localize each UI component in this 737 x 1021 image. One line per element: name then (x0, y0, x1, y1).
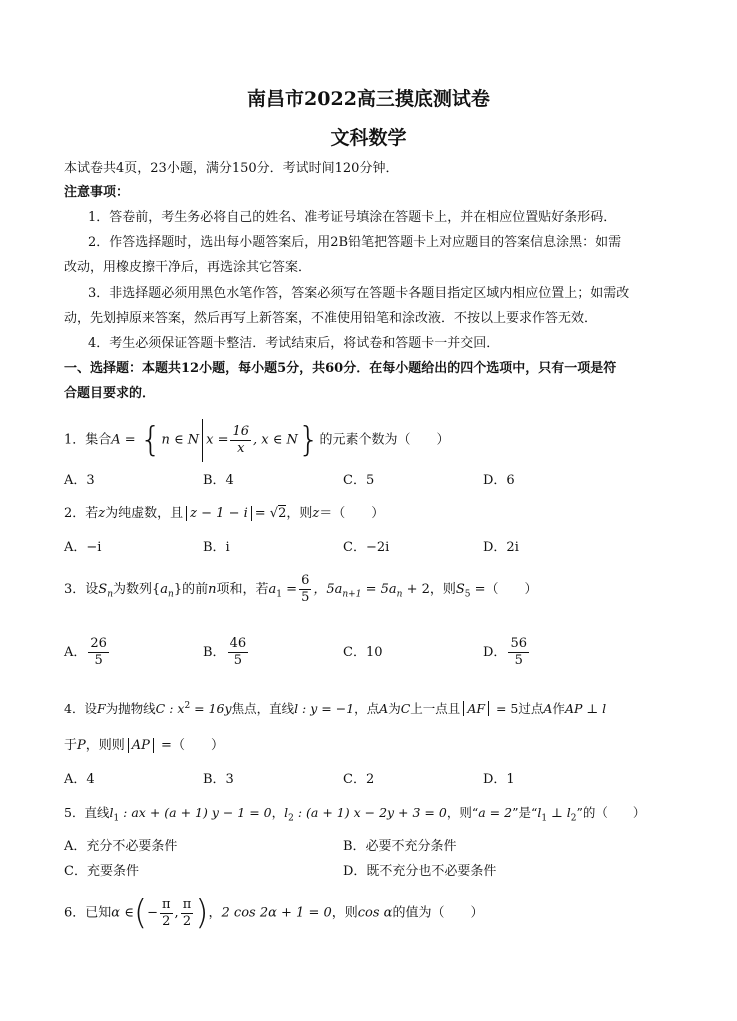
question-2: 2．若z为纯虚数，且 z − 1 − i = √2，则z＝（ ） (64, 506, 385, 521)
notice-item-4: 4．考生必须保证答题卡整洁．考试结束后，将试卷和答题卡一并交回． (88, 336, 500, 351)
q5-option-a: A．充分不必要条件 (64, 839, 178, 854)
section-heading-cont: 合题目要求的． (64, 386, 156, 401)
q4-option-d: D．1 (483, 772, 515, 787)
q1-option-b: B．4 (203, 473, 234, 488)
notice-item-2-cont: 改动，用橡皮擦干净后，再选涂其它答案． (64, 260, 312, 275)
q1-option-d: D．6 (483, 473, 515, 488)
q2-option-a: A．−i (64, 540, 102, 555)
exam-title: 南昌市2022高三摸底测试卷 (247, 88, 490, 110)
q4-option-b: B．3 (203, 772, 234, 787)
q1-option-a: A．3 (64, 473, 95, 488)
question-4-line-1: 4．设F为抛物线C : $x^2 = 16y$焦点，直线l : y = −1，点A为C上一点且 AF = 5过点A作AP ⊥ l (64, 701, 607, 717)
q2-option-c: C．−2i (343, 540, 390, 555)
question-1: 1．集合A = {n ∈ N x = $\frac{16}{x}$ , x ∈ N}的元素个数为（ ） (64, 420, 450, 460)
q2-option-b: B．i (203, 540, 230, 555)
q3-option-b: B． $\frac{46}{5}$ (203, 636, 247, 668)
q5-option-b: B．必要不充分条件 (343, 839, 457, 854)
exam-subtitle: 文科数学 (330, 127, 407, 149)
q3-option-d: D． $\frac{56}{5}$ (483, 636, 527, 668)
question-3: 3．设$S_n$为数列$\{a_n\}$的前n项和，若$a_1$ = $\frac{6}{5}$ ，$5a_{n+1} = 5a_n + 2$，则$S_5$ =（ ） (64, 573, 538, 605)
question-5: 5．直线$l_1$ : ax + (a + 1) y − 1 = 0，$l_2$ : (a + 1) x − 2y + 3 = 0，则“a = 2”是“$l_1$ ⊥ $l_2$”的（ ） (64, 805, 646, 824)
notice-heading: 注意事项： (64, 185, 130, 200)
q3-option-a: A． $\frac{26}{5}$ (64, 636, 107, 668)
question-4-line-2: 于P，则则 AP =（ ） (64, 738, 224, 753)
notice-item-1: 1．答卷前，考生务必将自己的姓名、准考证号填涂在答题卡上，并在相应位置贴好条形码． (88, 210, 617, 225)
q4-option-c: C．2 (343, 772, 375, 787)
notice-item-3: 3．非选择题必须用黑色水笔作答，答案必须写在答题卡各题目指定区域内相应位置上；如需改 (88, 286, 630, 301)
notice-item-2: 2．作答选择题时，选出每小题答案后，用2B铅笔把答题卡上对应题目的答案信息涂黑：如需 (88, 235, 622, 250)
intro-text: 本试卷共4页，23小题，满分150分．考试时间120分钟． (64, 161, 399, 176)
q5-option-d: D．既不充分也不必要条件 (343, 864, 497, 879)
q5-option-c: C．充要条件 (64, 864, 139, 879)
q2-option-d: D．2i (483, 540, 519, 555)
notice-item-3-cont: 动，先划掉原来答案，然后再写上新答案，不准使用铅笔和涂改液．不按以上要求作答无效． (64, 311, 598, 326)
section-heading: 一、选择题：本题共12小题，每小题5分，共60分．在每小题给出的四个选项中，只有一项是符 (64, 361, 617, 376)
q1-option-c: C．5 (343, 473, 375, 488)
question-6: 6．已知α ∈(− $\frac{\pi}{2}$ , $\frac{\pi}{2}$ )，2 cos 2α + 1 = 0，则cos α的值为（ ） (64, 893, 484, 933)
q4-option-a: A．4 (64, 772, 95, 787)
q3-option-c: C．10 (343, 645, 383, 660)
